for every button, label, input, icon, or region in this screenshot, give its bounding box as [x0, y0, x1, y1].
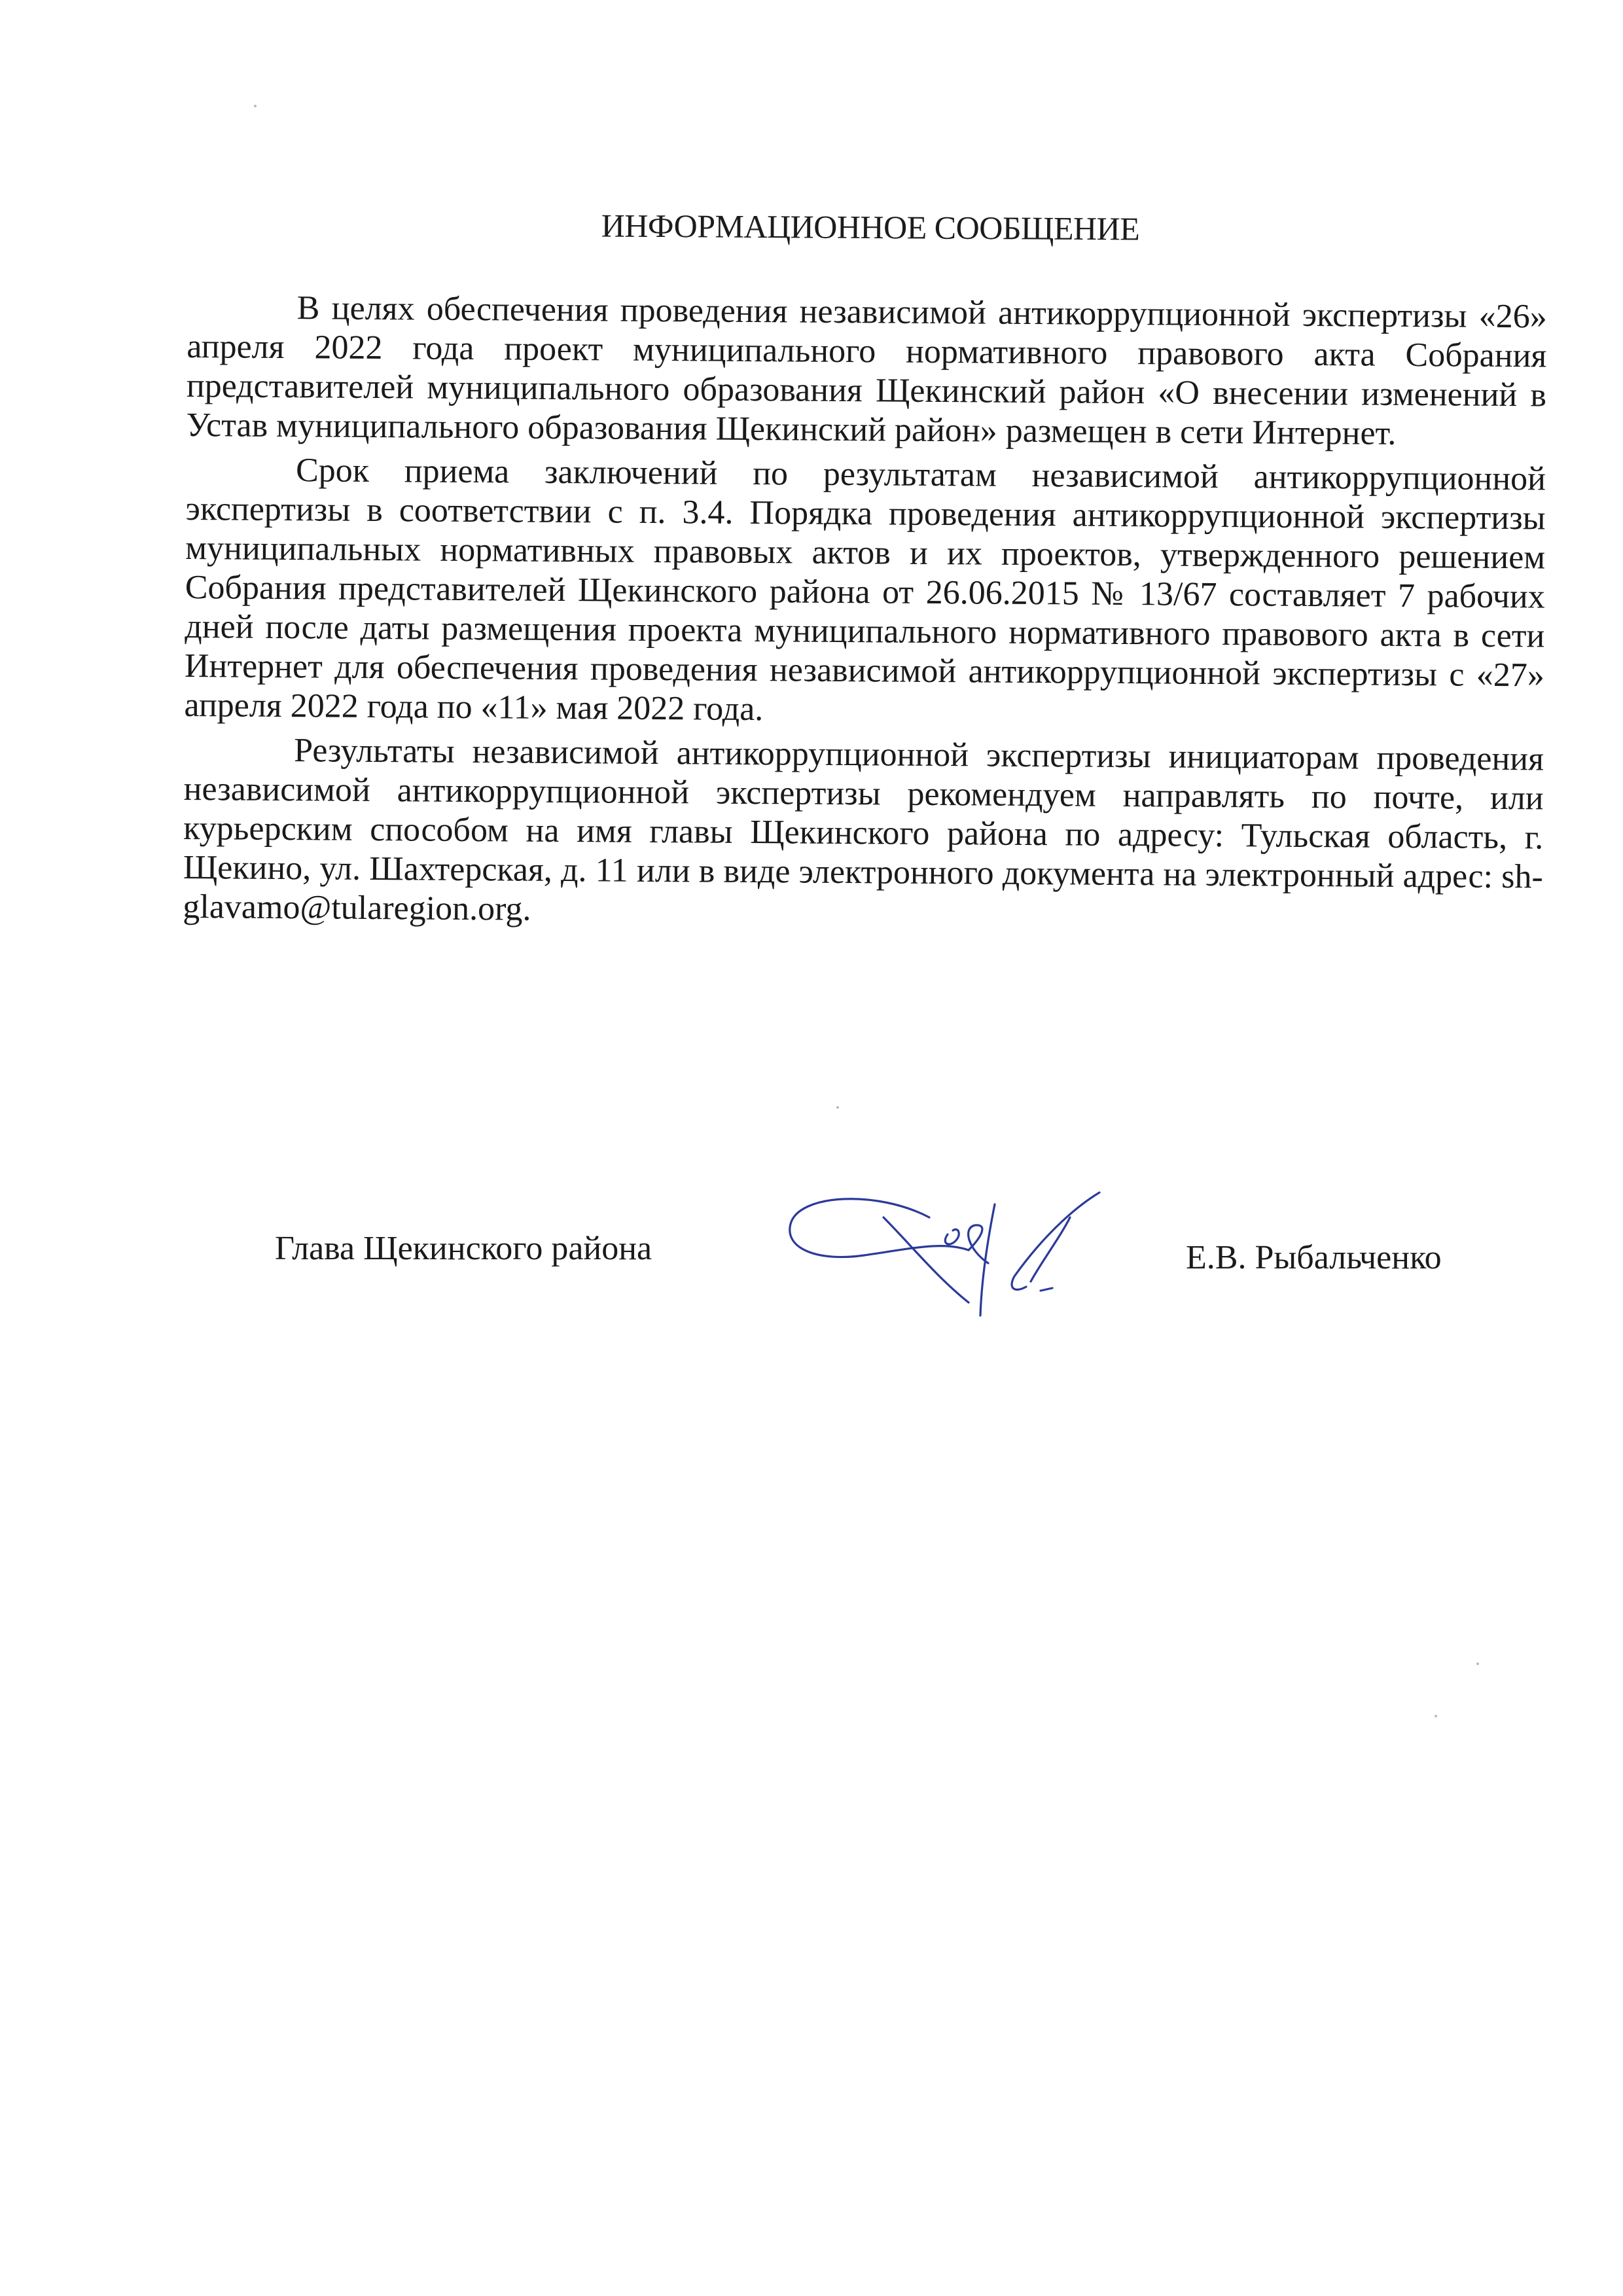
signature-block: [0, 1178, 1623, 1335]
handwritten-signature: [772, 1178, 1139, 1322]
scan-speck: [1476, 1662, 1479, 1665]
document-title: ИНФОРМАЦИОННОЕ СООБЩЕНИЕ: [601, 207, 1140, 247]
paragraph-3: Результаты независимой антикоррупционной экспертизы инициаторам проведения независимой антикоррупционной экспертизы рекомендуем направлять по почте, или курьерским способом на имя главы Щекинского района по адресу: Тульская область, г. Щекино, ул. Шахтерская, д. 11 или в виде электронного документа на электронный адрес: sh-glavamo@tularegion.org.: [183, 732, 1544, 928]
paragraph-1: В целях обеспечения проведения независимой антикоррупционной экспертизы «26» апреля 2022 года проект муниципального нормативного правового акта Собрания представителей муниципального образования Щекинский район «О внесении изменений в Устав муниципального образования Щекинский район» размещен в сети Интернет.: [186, 289, 1547, 452]
scan-speck: [254, 105, 257, 107]
document-body: [183, 288, 1547, 941]
scan-speck: [836, 1106, 839, 1109]
paragraph-2: Срок приема заключений по результатам независимой антикоррупционной экспертизы в соответствии с п. 3.4. Порядка проведения антикоррупционной экспертизы муниципальных нормативных правовых актов и их проектов, утвержденного решением Собрания представителей Щекинского района от 26.06.2015 № 13/67 составляет 7 рабочих дней после даты размещения проекта муниципального нормативного правового акта в сети Интернет для обеспечения проведения независимой антикоррупционной экспертизы с «27» апреля 2022 года по «11» мая 2022 года.: [184, 452, 1546, 728]
signatory-name: Е.В. Рыбальченко: [1186, 1239, 1442, 1276]
signatory-position: Глава Щекинского района: [275, 1230, 652, 1267]
scan-speck: [1435, 1715, 1437, 1717]
